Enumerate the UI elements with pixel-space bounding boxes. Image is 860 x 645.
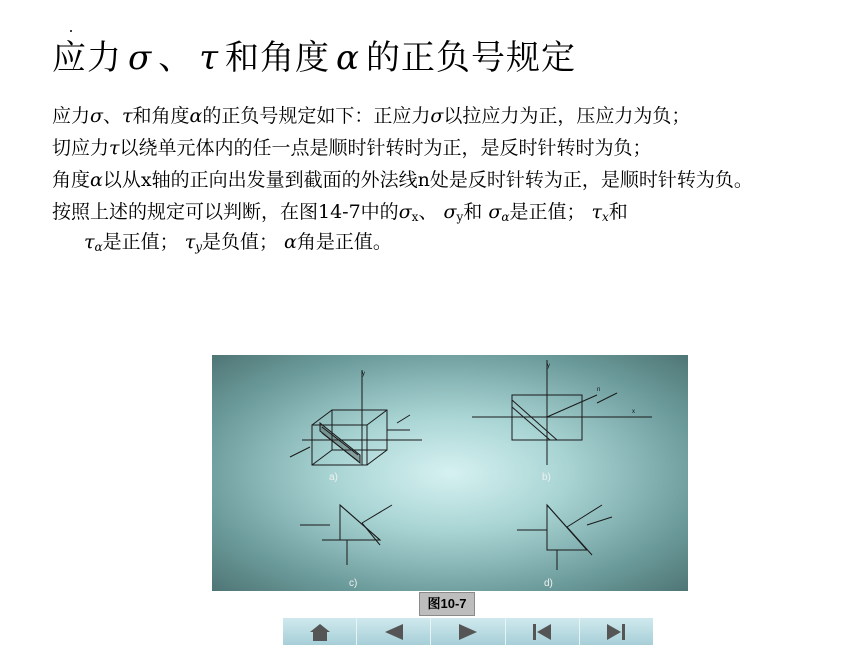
title-tau-symbol: τ	[199, 38, 220, 78]
panel-b-axis-mark: y	[547, 363, 550, 369]
p2-tau: τ	[109, 137, 120, 159]
p3-alpha: α	[90, 169, 103, 191]
panel-a-diagram	[290, 370, 422, 465]
panel-label-a: a)	[329, 472, 338, 483]
panel-label-c: c)	[349, 578, 358, 589]
paragraph-sign-rules	[52, 104, 832, 129]
p4-sigma-x-sub: x	[411, 210, 419, 224]
title-separator: 、	[158, 38, 194, 78]
p1-text-c: 和角度	[132, 105, 190, 127]
panel-b-diagram	[472, 360, 652, 465]
p3-text-a: 角度	[52, 169, 91, 191]
previous-slide-button[interactable]	[357, 618, 431, 645]
p1-text-a: 应力	[52, 105, 91, 127]
p4-text-a: 按照上述的规定可以判断，在图14-7中的	[52, 201, 399, 223]
p4-sigma-y-sub: y	[456, 210, 464, 224]
panel-b-n-mark: n	[597, 387, 601, 393]
p4-sigma-y: σ	[443, 201, 457, 223]
p1-text-d: 的正负号规定如下：正应力	[202, 105, 431, 127]
last-slide-button[interactable]	[580, 618, 653, 645]
skip-to-start-icon	[531, 623, 553, 641]
title-text-suffix: 的正负号规定	[366, 38, 576, 78]
first-slide-button[interactable]	[506, 618, 580, 645]
p4-sigma-alpha: σ	[488, 201, 502, 223]
arrow-left-icon	[383, 623, 405, 641]
slide-navigation-bar	[283, 618, 653, 645]
p2-text-b: 以绕单元体内的任一点是顺时针转时为正，是反时针转时为负；	[119, 137, 652, 159]
content-body	[52, 104, 832, 267]
p4-tau-x: τ	[591, 201, 603, 223]
skip-to-end-icon	[605, 623, 627, 641]
paragraph-judgment	[52, 200, 832, 260]
p4-alpha: α	[284, 231, 297, 253]
panel-d-diagram	[517, 505, 612, 570]
p4-text-d: 是正值；	[509, 201, 586, 223]
title-alpha-symbol: α	[336, 38, 360, 78]
title-text-mid: 和角度	[225, 38, 331, 78]
panel-c-diagram	[300, 505, 392, 565]
figure-diagrams	[212, 355, 688, 591]
panel-label-d: d)	[544, 578, 553, 589]
p4-tau-y: τ	[184, 231, 196, 253]
panel-b-x-mark: x	[632, 409, 635, 415]
figure-caption: 图10-7	[419, 592, 475, 616]
p4-text-g: 是负值；	[201, 231, 278, 253]
home-icon	[309, 622, 331, 642]
p4-tau-x-sub: x	[602, 210, 609, 224]
p4-text-b: 、	[418, 201, 438, 223]
p1-text-e: 以拉应力为正，压应力为负；	[443, 105, 691, 127]
p3-text-b: 以从x轴的正向出发量到截面的外法线n处是反时针转为正，是顺时针转为负。	[102, 169, 753, 191]
p1-tau: τ	[122, 105, 133, 127]
p4-tau-alpha: τ	[84, 231, 95, 253]
next-slide-button[interactable]	[431, 618, 505, 645]
p4-text-e: 和	[608, 201, 628, 223]
p1-text-b: 、	[103, 105, 123, 127]
p4-text-f: 是正值；	[102, 231, 179, 253]
p4-tau-alpha-sub: α	[94, 240, 103, 254]
p4-tau-y-sub: y	[195, 240, 202, 254]
title-sigma-symbol: σ	[128, 38, 153, 78]
p4-text-h: 角是正值。	[296, 231, 392, 253]
panel-a-axis-mark: y	[362, 371, 365, 377]
home-button[interactable]	[283, 618, 357, 645]
p4-sigma-alpha-sub: α	[501, 210, 510, 224]
paragraph-shear-stress	[52, 136, 832, 161]
paragraph-angle	[52, 168, 832, 193]
p1-sigma2: σ	[430, 105, 444, 127]
p2-text-a: 切应力	[52, 137, 110, 159]
page-title	[52, 30, 576, 79]
p4-text-c: 和	[463, 201, 483, 223]
title-text-prefix: 应力	[52, 38, 122, 78]
p4-sigma-x: σ	[398, 201, 412, 223]
panel-label-b: b)	[542, 472, 551, 483]
p1-alpha: α	[189, 105, 203, 127]
p1-sigma: σ	[90, 105, 103, 127]
arrow-right-icon	[457, 623, 479, 641]
stress-element-figure	[212, 355, 688, 591]
